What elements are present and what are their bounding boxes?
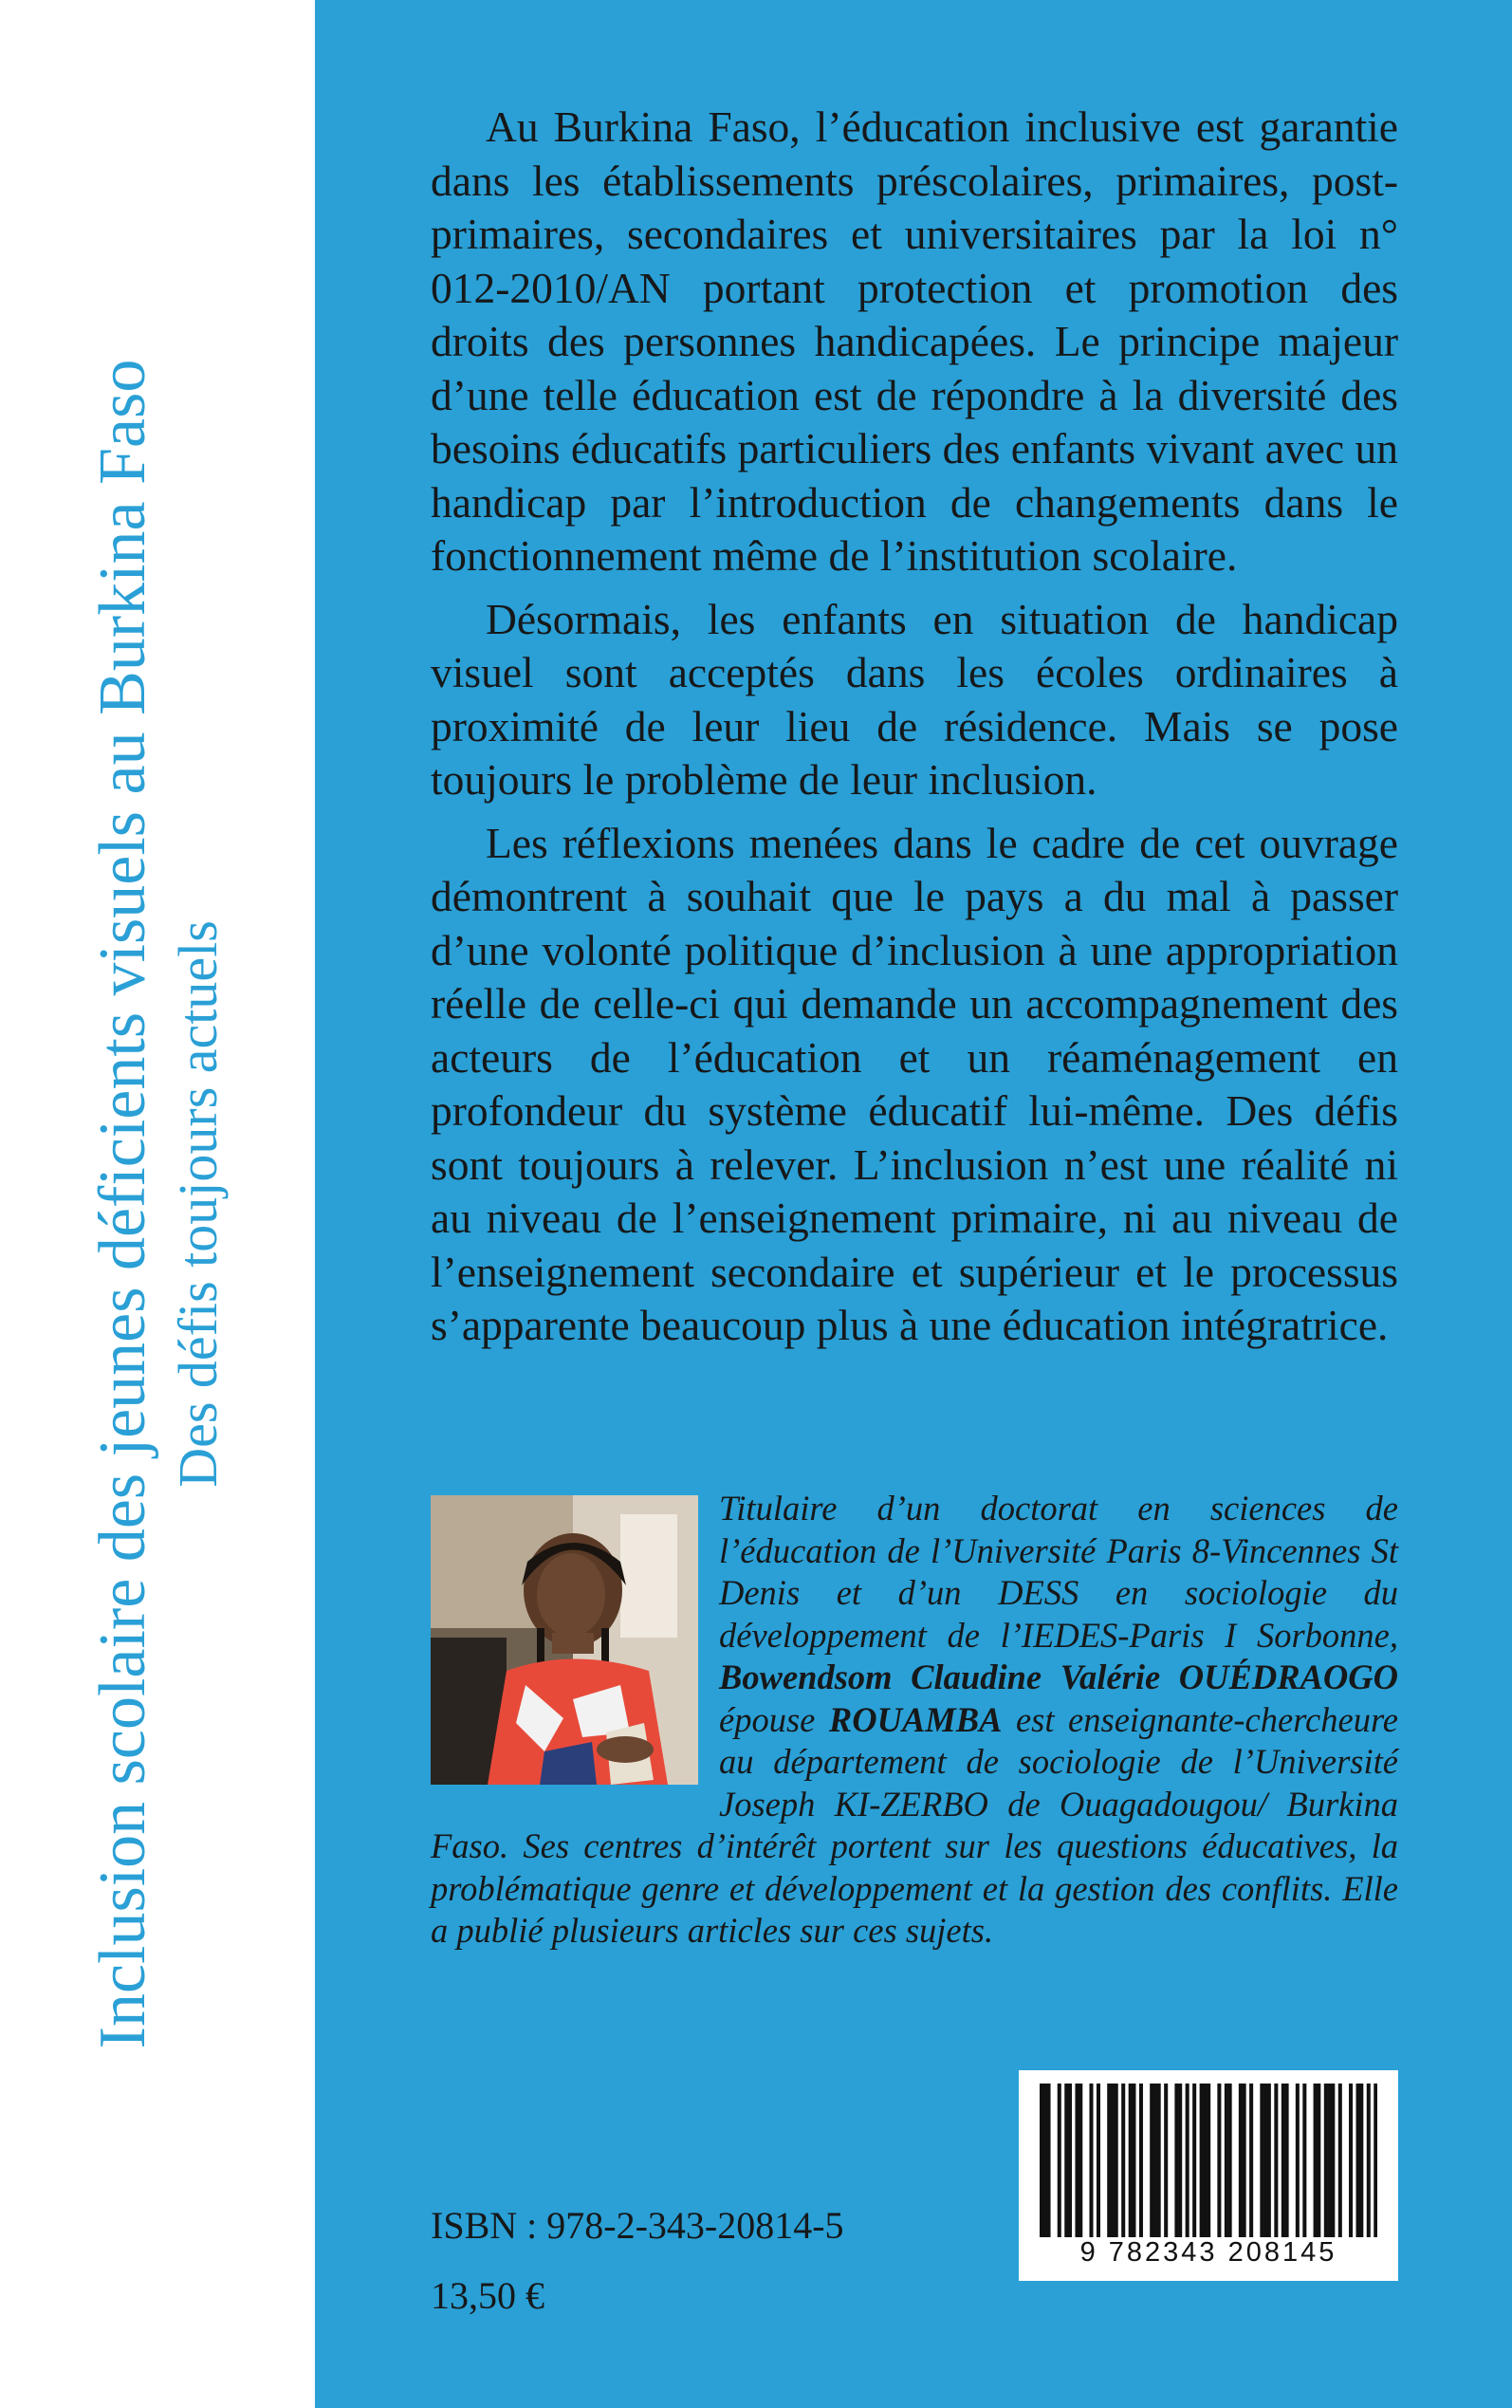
blurb-paragraph: Désormais, les enfants en situation de handicap visuel sont acceptés dans les écoles ordinaires à proximité de leur lieu de résidence. Mais se pose toujours le problème de leur inclusion. [431,594,1398,804]
barcode-bar [1331,2084,1335,2237]
barcode-bar [1089,2084,1093,2237]
author-name: Bowendsom Claudine Valérie OUÉDRAOGO [719,1658,1398,1696]
barcode-bar [1186,2084,1189,2237]
barcode-bar [1296,2084,1300,2237]
author-spouse-name: ROUAMBA [828,1699,1003,1739]
book-subtitle: Des défis toujours actuels [167,920,229,1488]
barcode-bar [1075,2084,1079,2237]
barcode-bar [1285,2084,1289,2237]
barcode-bars-icon [1040,2084,1377,2237]
barcode-bar [1302,2084,1306,2237]
barcode-bar [1079,2084,1082,2237]
bio-rest: est enseignante-chercheure au département de sociologie de l’Université Joseph KI-ZERBO de Ouagadougou/ Burkina Faso. Ses centres d’intérêt portent sur les questions éducatives, la problématique genre et développement et la gestion des conflits. Elle a publié plusieurs articles sur ces sujets. [431,1699,1398,1950]
barcode-digits: 9 782343 208145 [1079,2237,1337,2268]
barcode-bar [1349,2084,1353,2237]
barcode-bar [1150,2084,1153,2237]
barcode-bar [1040,2084,1043,2237]
barcode-bar [1115,2084,1118,2237]
author-section [431,1488,1398,1953]
barcode-bar [1153,2084,1157,2237]
barcode-bar [1139,2084,1143,2237]
barcode-bar [1243,2084,1246,2237]
author-photo [431,1495,698,1785]
barcode-bar [1263,2084,1267,2237]
barcode-bar [1200,2084,1204,2237]
blurb-paragraph: Au Burkina Faso, l’éducation inclusive est garantie dans les établissements préscolaires, primaires, post-primaires, secondaires et universitaires par la loi n° 012-2010/AN portant protection et promotion des droits des personnes handicapées. Le principe majeur d’une telle éducation est de répondre à la diversité des besoins éducatifs particuliers des enfants vivant avec un handicap par l’introduction de changements dans le fonctionnement même de l’institution scolaire. [431,102,1398,580]
barcode-bar [1338,2084,1342,2237]
barcode-bar [1260,2084,1263,2237]
barcode-bar [1274,2084,1278,2237]
barcode-bar [1282,2084,1285,2237]
barcode-bar [1178,2084,1182,2237]
barcode-bar [1111,2084,1115,2237]
barcode-bar [1121,2084,1125,2237]
barcode-bar [1249,2084,1253,2237]
bio-spouse-prefix: épouse [719,1699,829,1739]
spine-text [83,113,232,2295]
isbn: ISBN : 978-2-343-20814-5 [431,2204,844,2247]
barcode-bar [1225,2084,1228,2237]
barcode-bar [1132,2084,1135,2237]
barcode-bar [1046,2084,1050,2237]
barcode-bar [1043,2084,1047,2237]
barcode-bar [1367,2084,1371,2237]
barcode-bar [1356,2084,1360,2237]
barcode-bar [1097,2084,1100,2237]
barcode-bar [1192,2084,1196,2237]
barcode-bar [1157,2084,1161,2237]
blurb-paragraph: Les réflexions menées dans le cadre de cet ouvrage démontrent à souhait que le pays a du mal à passer d’une volonté politique d’inclusion à une appropriation réelle de celle-ci qui demande un accompagnement des acteurs de l’éducation et un réaménagement en profondeur du système éducatif lui-même. Des défis sont toujours à relever. L’inclusion n’est une réalité ni au niveau de l’enseignement primaire, ni au niveau de l’enseignement secondaire et supérieur et le processus s’apparente beaucoup plus à une éducation intégratrice. [431,818,1398,1349]
barcode-bar [1203,2084,1207,2237]
book-title: Inclusion scolaire des jeunes déficients visuels au Burkina Faso [86,359,159,2049]
barcode-bar [1068,2084,1072,2237]
barcode-bar [1317,2084,1320,2237]
barcode-bar [1228,2084,1232,2237]
barcode-bar [1058,2084,1061,2237]
spine [0,0,315,2408]
barcode-bar [1217,2084,1221,2237]
author-portrait-image [431,1495,698,1785]
barcode-bar [1328,2084,1332,2237]
bio-intro: Titulaire d’un doctorat en sciences de l’éducation de l’Université Paris 8-Vincennes St Denis et d’un DESS en sociologie du développement de l’IEDES-Paris I Sorbonne, [719,1489,1398,1655]
barcode [1019,2070,1398,2281]
barcode-bar [1324,2084,1328,2237]
barcode-bar [1164,2084,1168,2237]
barcode-bar [1064,2084,1068,2237]
barcode-bar [1174,2084,1178,2237]
barcode-bar [1374,2084,1377,2237]
barcode-bar [1239,2084,1243,2237]
barcode-bar [1314,2084,1318,2237]
barcode-bar [1107,2084,1111,2237]
barcode-bar [1359,2084,1363,2237]
barcode-bar [1207,2084,1210,2237]
barcode-bar [1267,2084,1271,2237]
back-cover-blurb [431,101,1398,1362]
price: 13,50 € [431,2274,544,2317]
barcode-bar [1129,2084,1133,2237]
